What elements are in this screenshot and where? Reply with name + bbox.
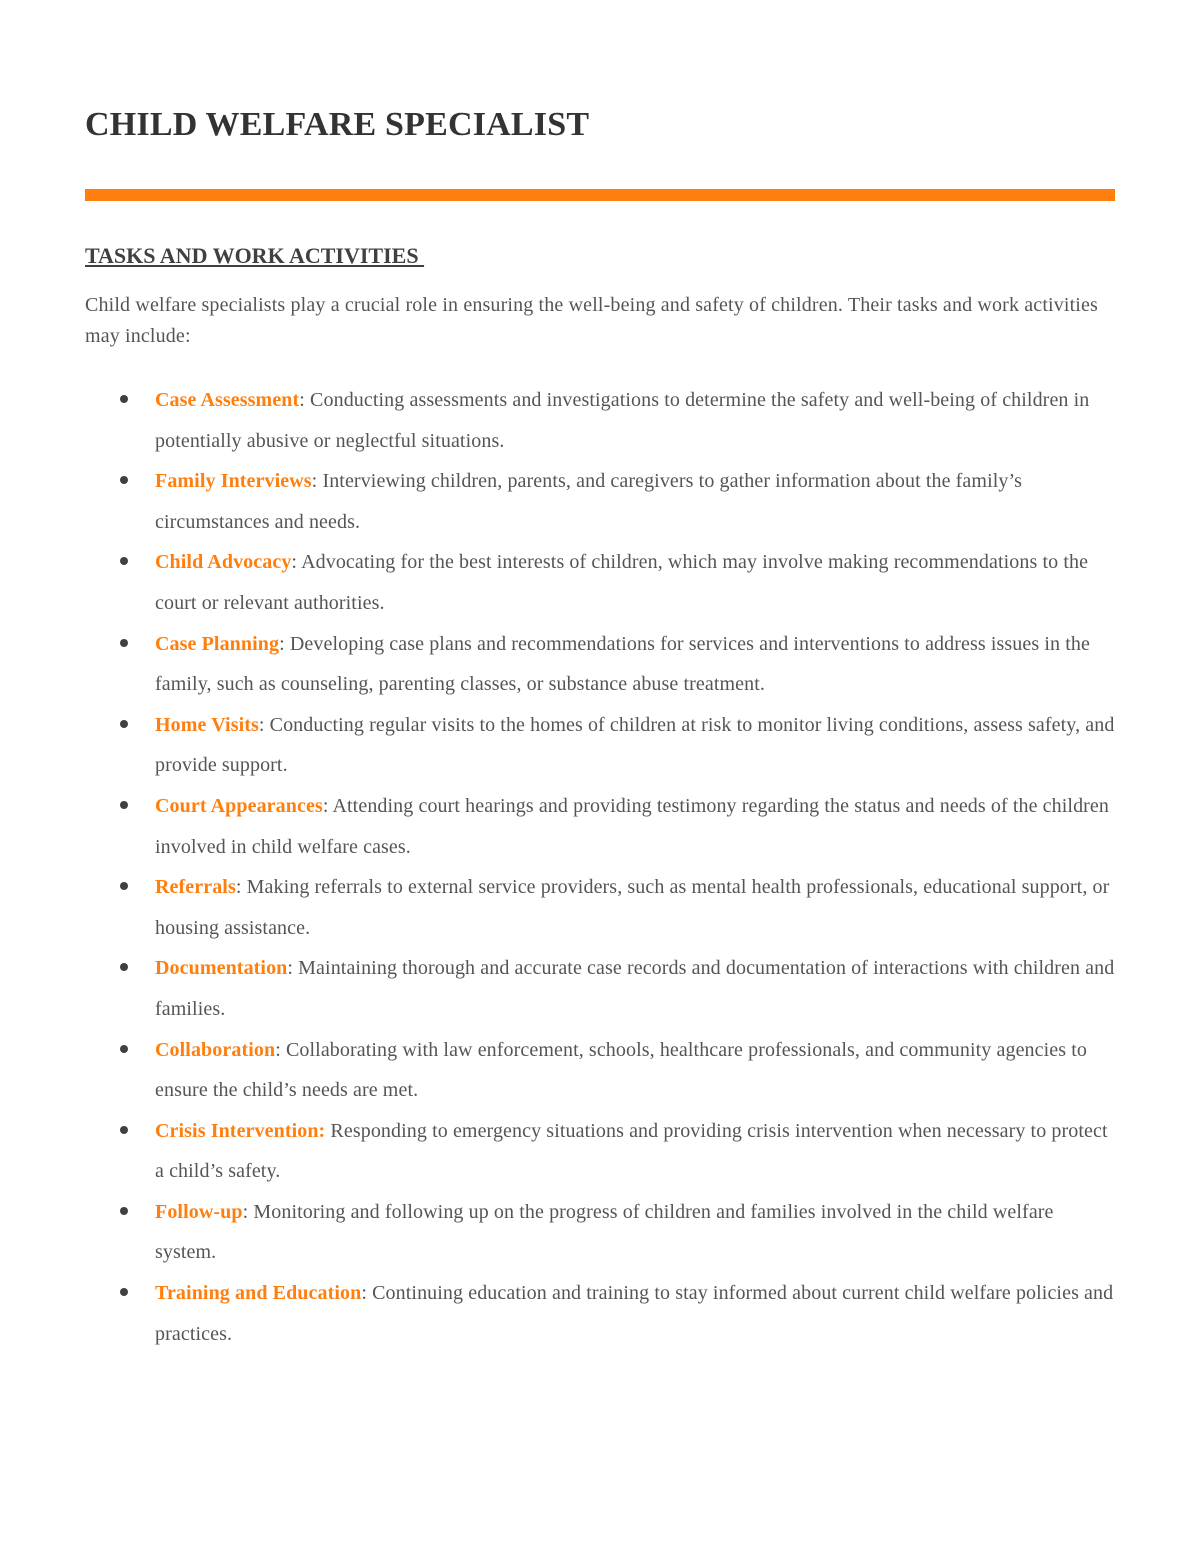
bullet-icon xyxy=(120,882,128,890)
task-list-item xyxy=(85,1273,1115,1354)
task-description: Making referrals to external service providers, such as mental health professionals, educational support, or housing assistance. xyxy=(155,876,1110,939)
task-term-colon: : xyxy=(311,470,318,493)
section-heading: TASKS AND WORK ACTIVITIES xyxy=(85,243,425,268)
intro-paragraph: Child welfare specialists play a crucial role in ensuring the well-being and safety of children. Their tasks and work activities may include: xyxy=(85,294,1098,347)
task-term-colon: : xyxy=(242,1200,249,1223)
task-list-item xyxy=(85,461,1115,542)
task-description: Continuing education and training to stay informed about current child welfare policies and practices. xyxy=(155,1282,1114,1345)
bullet-icon xyxy=(120,720,128,728)
task-term-colon: : xyxy=(299,389,305,411)
task-list-item xyxy=(85,624,1115,705)
task-list-item xyxy=(85,705,1115,786)
task-description: Developing case plans and recommendations for services and interventions to address issues in the family, such as counseling, parenting classes, or substance abuse treatment. xyxy=(155,632,1090,696)
task-term: Court Appearances xyxy=(155,794,323,817)
task-list-item xyxy=(85,786,1115,867)
task-term: Follow-up xyxy=(155,1200,243,1223)
task-term: Crisis Intervention: xyxy=(155,1119,326,1142)
task-description: Attending court hearings and providing testimony regarding the status and needs of the children involved in child welfare cases. xyxy=(155,794,1110,858)
bullet-icon xyxy=(120,476,128,484)
task-list-item xyxy=(85,1030,1115,1111)
task-term-colon: : xyxy=(235,876,242,899)
task-description: Conducting assessments and investigations to determine the safety and well-being of children in potentially abusive or neglectful situations. xyxy=(155,389,1090,452)
task-description: Responding to emergency situations and providing crisis intervention when necessary to protect a child’s safety. xyxy=(155,1119,1108,1183)
task-list-item xyxy=(85,948,1115,1029)
task-list xyxy=(85,380,1115,1354)
task-term-colon: : xyxy=(287,957,294,980)
bullet-icon xyxy=(120,639,128,647)
task-term: Home Visits xyxy=(155,713,259,736)
task-term-colon: : xyxy=(258,713,265,736)
bullet-icon xyxy=(120,801,128,809)
task-term-colon: : xyxy=(361,1282,368,1305)
task-list-item xyxy=(85,542,1115,623)
task-term-colon: : xyxy=(279,632,285,655)
task-term: Collaboration xyxy=(155,1038,276,1061)
task-list-item xyxy=(85,1111,1115,1192)
bullet-icon xyxy=(120,1288,128,1296)
task-description: Interviewing children, parents, and caregivers to gather information about the family’s circumstances and needs. xyxy=(155,470,1023,533)
task-description: Maintaining thorough and accurate case records and documentation of interactions with children and families. xyxy=(155,957,1115,1020)
task-term: Case Assessment xyxy=(155,389,300,411)
task-term: Documentation xyxy=(155,957,288,980)
bullet-icon xyxy=(120,557,128,565)
bullet-icon xyxy=(120,1207,128,1215)
task-term: Family Interviews xyxy=(155,470,312,493)
document-title: CHILD WELFARE SPECIALIST xyxy=(85,106,590,143)
task-term-colon: : xyxy=(275,1038,281,1061)
task-term: Referrals xyxy=(155,876,236,899)
task-description: Collaborating with law enforcement, schools, healthcare professionals, and community agencies to ensure the child’s needs are met. xyxy=(155,1038,1088,1102)
task-list-item xyxy=(85,380,1115,461)
task-term: Training and Education xyxy=(155,1282,362,1305)
bullet-icon xyxy=(120,1045,128,1053)
bullet-icon xyxy=(120,963,128,971)
task-term-colon: : xyxy=(291,551,298,574)
bullet-icon xyxy=(120,1126,128,1134)
task-term: Child Advocacy xyxy=(155,551,292,574)
task-list-item xyxy=(85,1192,1115,1273)
task-list-item xyxy=(85,867,1115,948)
bullet-icon xyxy=(120,395,128,403)
task-term: Case Planning xyxy=(155,632,280,655)
task-term-colon: : xyxy=(322,794,329,817)
title-accent-rule xyxy=(85,189,1115,201)
task-description: Conducting regular visits to the homes of children at risk to monitor living conditions, assess safety, and provide support. xyxy=(155,713,1115,777)
task-description: Advocating for the best interests of children, which may involve making recommendations to the court or relevant authorities. xyxy=(155,551,1089,614)
task-description: Monitoring and following up on the progress of children and families involved in the child welfare system. xyxy=(155,1200,1054,1264)
